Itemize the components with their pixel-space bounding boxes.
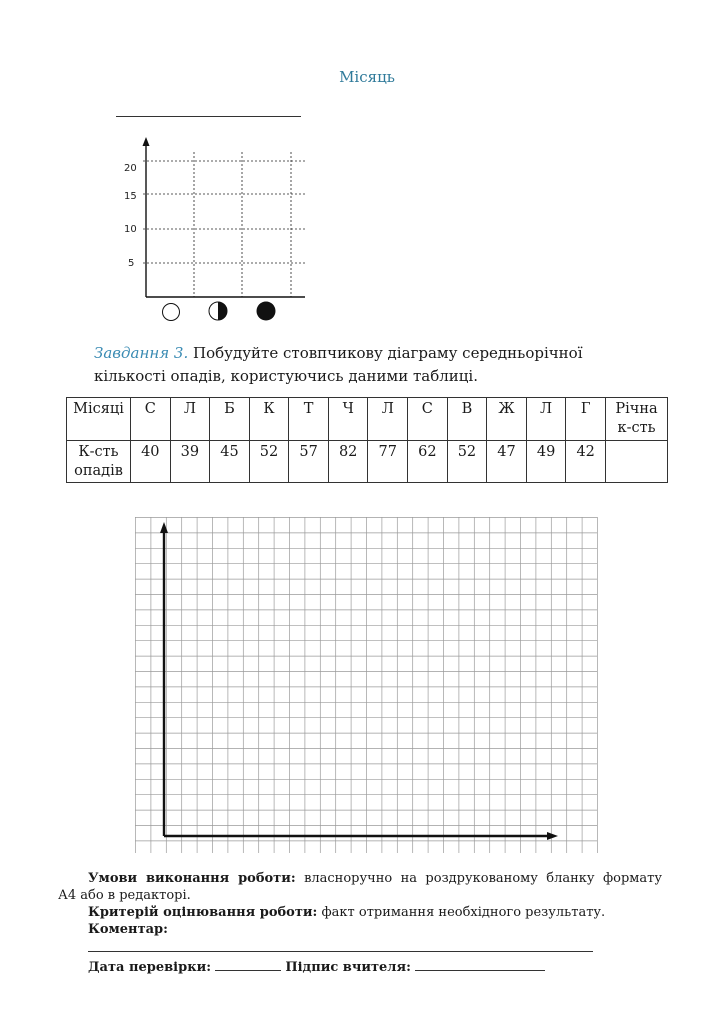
- conditions-line: Умови виконання роботи: власноручно на роздрукованому бланку формату: [88, 871, 663, 886]
- value-cell: 52: [249, 440, 289, 483]
- drawing-grid[interactable]: [135, 517, 598, 854]
- month-cell: Л: [368, 398, 408, 441]
- month-cell: С: [131, 398, 171, 441]
- table-row: [67, 440, 668, 483]
- conditions-line-2: А4 або в редакторі.: [58, 888, 191, 903]
- page-title: Місяць: [339, 68, 395, 86]
- moon-phase-chart: [110, 132, 310, 327]
- value-cell: 57: [289, 440, 329, 483]
- x-axis-arrow-icon: [547, 832, 558, 840]
- criterion-line: Критерій оцінювання роботи: факт отримання необхідного результату.: [88, 905, 606, 920]
- annual-header-cell: Річна к-сть: [606, 398, 668, 441]
- half-moon-icon: [209, 302, 227, 320]
- table-header-precipitation: К-сть опадів: [67, 440, 131, 483]
- annual-value-cell[interactable]: [606, 440, 668, 483]
- month-cell: Ч: [328, 398, 368, 441]
- value-cell: 40: [131, 440, 171, 483]
- date-signature-line: Дата перевірки: Підпис вчителя:: [58, 957, 662, 976]
- y-tick-label: 15: [124, 191, 137, 202]
- work-conditions: [58, 870, 662, 976]
- value-cell: 42: [566, 440, 606, 483]
- value-cell: 52: [447, 440, 487, 483]
- month-cell: С: [408, 398, 448, 441]
- value-cell: 82: [328, 440, 368, 483]
- y-tick-label: 10: [124, 224, 137, 235]
- month-cell: К: [249, 398, 289, 441]
- comment-line: Коментар:: [58, 921, 662, 957]
- precipitation-table: [66, 397, 668, 483]
- value-cell: 77: [368, 440, 408, 483]
- month-cell: В: [447, 398, 487, 441]
- month-cell: Л: [526, 398, 566, 441]
- month-cell: Г: [566, 398, 606, 441]
- task-text: Побудуйте стовпчикову діаграму середньорічної кількості опадів, користуючись даними таблиці.: [94, 344, 583, 385]
- moon-chart-grid: [143, 152, 305, 297]
- value-cell: 47: [487, 440, 527, 483]
- task-instruction: [94, 342, 654, 388]
- table-row: [67, 398, 668, 441]
- value-cell: 49: [526, 440, 566, 483]
- signature-blank[interactable]: [415, 957, 545, 971]
- task-label: Завдання 3.: [94, 344, 189, 362]
- value-cell: 45: [210, 440, 250, 483]
- y-axis-arrow-icon: [143, 137, 150, 146]
- new-moon-icon: [163, 304, 180, 321]
- date-blank[interactable]: [215, 957, 281, 971]
- month-cell: Т: [289, 398, 329, 441]
- y-tick-label: 20: [124, 163, 137, 174]
- value-cell: 62: [408, 440, 448, 483]
- full-moon-icon: [257, 302, 276, 321]
- comment-blank[interactable]: [88, 938, 593, 952]
- value-cell: 39: [170, 440, 210, 483]
- month-cell: Л: [170, 398, 210, 441]
- y-tick-label: 5: [128, 258, 135, 269]
- table-header-months: Місяці: [67, 398, 131, 441]
- month-cell: Ж: [487, 398, 527, 441]
- y-axis-arrow-icon: [160, 522, 168, 533]
- name-blank-line[interactable]: [116, 116, 301, 117]
- month-cell: Б: [210, 398, 250, 441]
